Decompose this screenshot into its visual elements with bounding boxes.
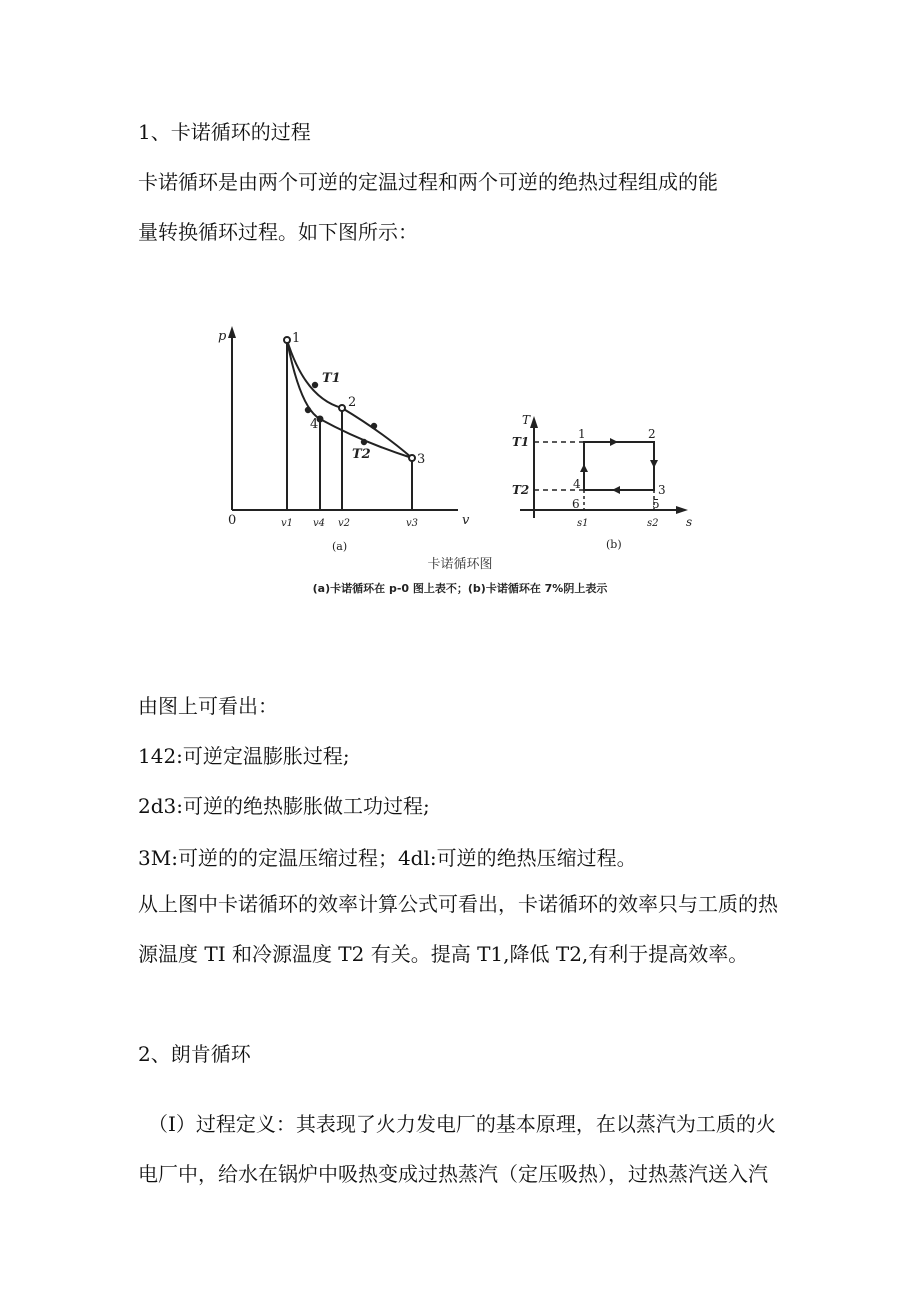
carnot-cycle-figure [212,318,712,562]
ts-label-2: 2 [648,427,656,441]
observation-lead: 由图上可看出： [138,694,278,718]
ts-tick-s1: s1 [577,518,589,529]
ts-arrow-2-3 [650,460,658,468]
pv-label-3: 3 [417,452,426,467]
pv-isotherm-t1: T1 [322,371,341,386]
ts-cycle-rectangle [584,442,654,490]
figure-caption-text: (a)卡诺循环在 p-0 图上表不；(b)卡诺循环在 7%阴上表示 [312,582,608,595]
pv-arrow-dot [372,424,376,428]
ts-ylabel: T [522,413,531,427]
ts-label-4: 4 [573,477,581,491]
pv-tick-v4: v4 [313,518,326,529]
pv-isotherm-t2: T2 [352,447,371,462]
section2-heading: 2、朗肯循环 [138,1042,251,1066]
ts-label-1: 1 [578,427,586,441]
process-step-b: 2d3:可逆的绝热膨胀做工功过程; [138,794,430,818]
pv-diagram [228,326,458,510]
carnot-diagrams [212,318,712,558]
conclusion-line-1: 从上图中卡诺循环的效率计算公式可看出，卡诺循环的效率只与工质的热 [138,892,778,916]
ts-label-5: 5 [652,497,660,511]
ts-tick-t1: T1 [512,435,530,449]
ts-arrow-4-1 [580,464,588,472]
pv-arrow-dot [313,383,317,387]
pv-origin-label: 0 [228,513,237,528]
pv-tick-v1: v1 [281,518,294,529]
rankine-para-line-2: 电厂中，给水在锅炉中吸热变成过热蒸汽（定压吸热），过热蒸汽送入汽 [138,1162,768,1186]
ts-y-arrow [530,416,538,428]
pv-tick-v3: v3 [406,518,419,529]
intro-line-1: 卡诺循环是由两个可逆的定温过程和两个可逆的绝热过程组成的能 [138,170,718,194]
intro-line-2: 量转换循环过程。如下图所示： [138,220,418,244]
ts-arrow-1-2 [610,438,618,446]
pv-ylabel: p [218,329,227,344]
pv-label-1: 1 [292,331,301,346]
conclusion-line-2: 源温度 TI 和冷源温度 T2 有关。提高 T1,降低 T2,有利于提高效率。 [138,942,749,966]
figure-caption-title: 卡诺循环图 [427,557,493,572]
ts-label-6: 6 [572,497,580,511]
ts-tick-s2: s2 [647,518,659,529]
pv-point-2 [339,405,345,411]
pv-arrow-dot [362,440,366,444]
ts-x-arrow [676,506,688,514]
ts-label-3: 3 [658,483,666,497]
ts-subplot-label: (b) [606,538,622,551]
ts-arrow-3-4 [612,486,620,494]
process-step-c: 3M:可逆的的定温压缩过程；4dl:可逆的绝热压缩过程。 [138,846,637,870]
pv-label-2: 2 [348,395,357,410]
pv-label-4: 4 [310,417,319,432]
pv-arrow-dot [306,408,310,412]
pv-tick-v2: v2 [338,518,351,529]
pv-xlabel: v [462,513,470,528]
ts-tick-t2: T2 [512,483,530,497]
section1-heading: 1、卡诺循环的过程 [138,120,311,144]
pv-point-1 [284,337,290,343]
rankine-para-line-1: （I）过程定义：其表现了火力发电厂的基本原理，在以蒸汽为工质的火 [148,1112,776,1136]
pv-point-3 [409,455,415,461]
process-step-a: 142:可逆定温膨胀过程; [138,744,350,768]
pv-subplot-label: (a) [332,540,348,553]
pv-y-arrow [228,326,236,338]
ts-xlabel: s [686,515,693,529]
ts-diagram [520,416,688,518]
